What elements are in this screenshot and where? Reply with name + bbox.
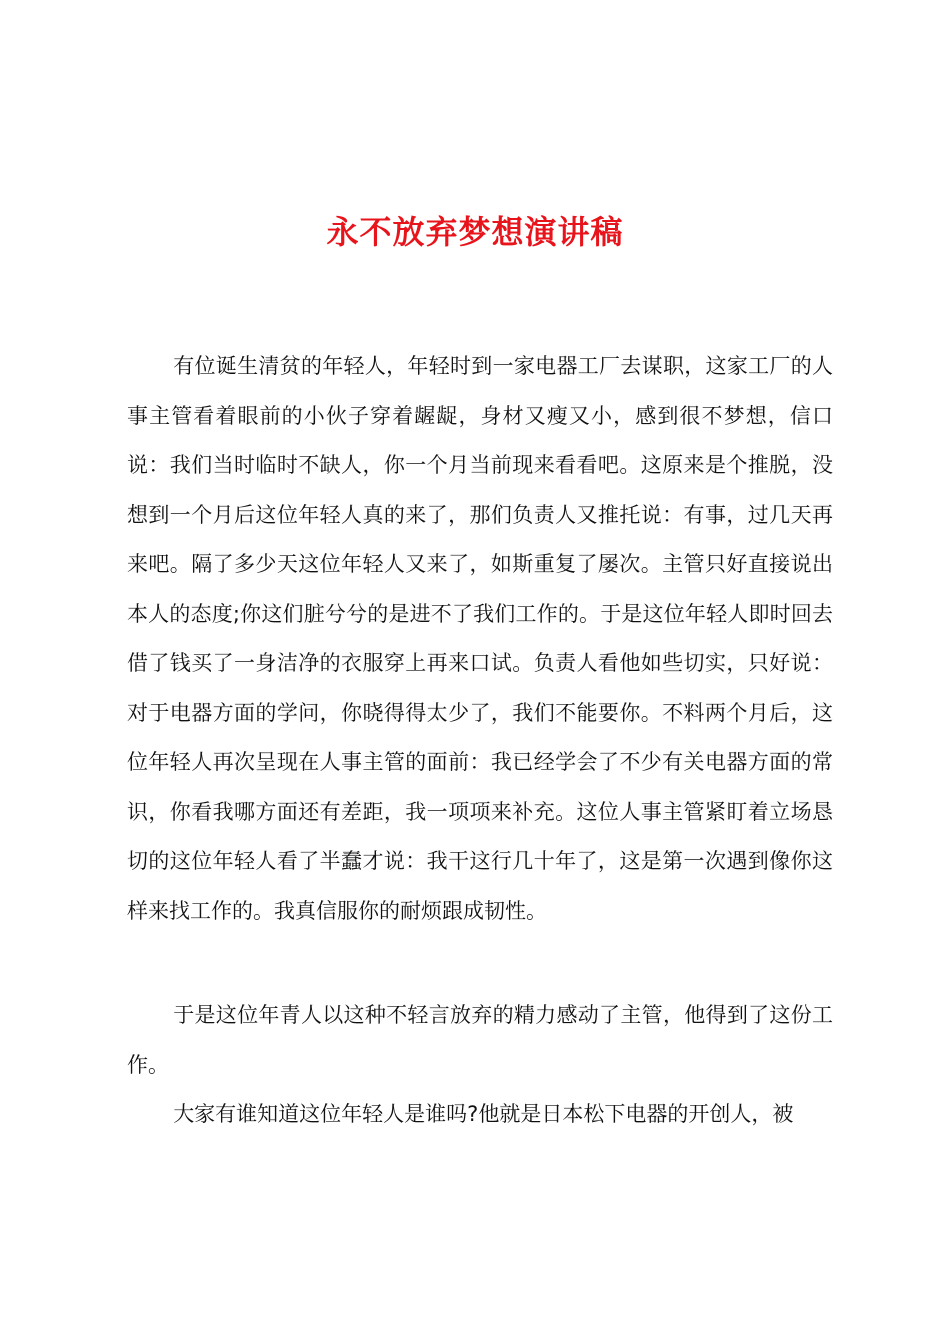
- paragraph-2: 于是这位年青人以这种不轻言放弃的精力感动了主管，他得到了这份工作。: [127, 1003, 833, 1077]
- paragraph-3: 大家有谁知道这位年轻人是谁吗?他就是日本松下电器的开创人，被: [173, 1102, 794, 1126]
- document-title: 永不放弃梦想演讲稿: [326, 213, 624, 251]
- paragraph-1: 有位诞生清贫的年轻人，年轻时到一家电器工厂去谋职，这家工厂的人事主管看着眼前的小伙子穿着龌龊，身材又瘦又小，感到很不梦想，信口说：我们当时临时不缺人，你一个月当前现来看看吧。这原来是个推脱，没想到一个月后这位年轻人真的来了，那们负责人又推托说：有事，过几天再来吧。隔了多少天这位年轻人又来了，如斯重复了屡次。主管只好直接说出本人的态度;你这们脏兮兮的是进不了我们工作的。于是这位年轻人即时回去借了钱买了一身洁净的衣服穿上再来口试。负责人看他如些切实，只好说：对于电器方面的学问，你晓得得太少了，我们不能要你。不料两个月后，这位年轻人再次呈现在人事主管的面前：我已经学会了不少有关电器方面的常识，你看我哪方面还有差距，我一项项来补充。这位人事主管紧盯着立场恳切的这位年轻人看了半蠢才说：我干这行几十年了，这是第一次遇到像你这样来找工作的。我真信服你的耐烦跟成韧性。: [127, 354, 833, 923]
